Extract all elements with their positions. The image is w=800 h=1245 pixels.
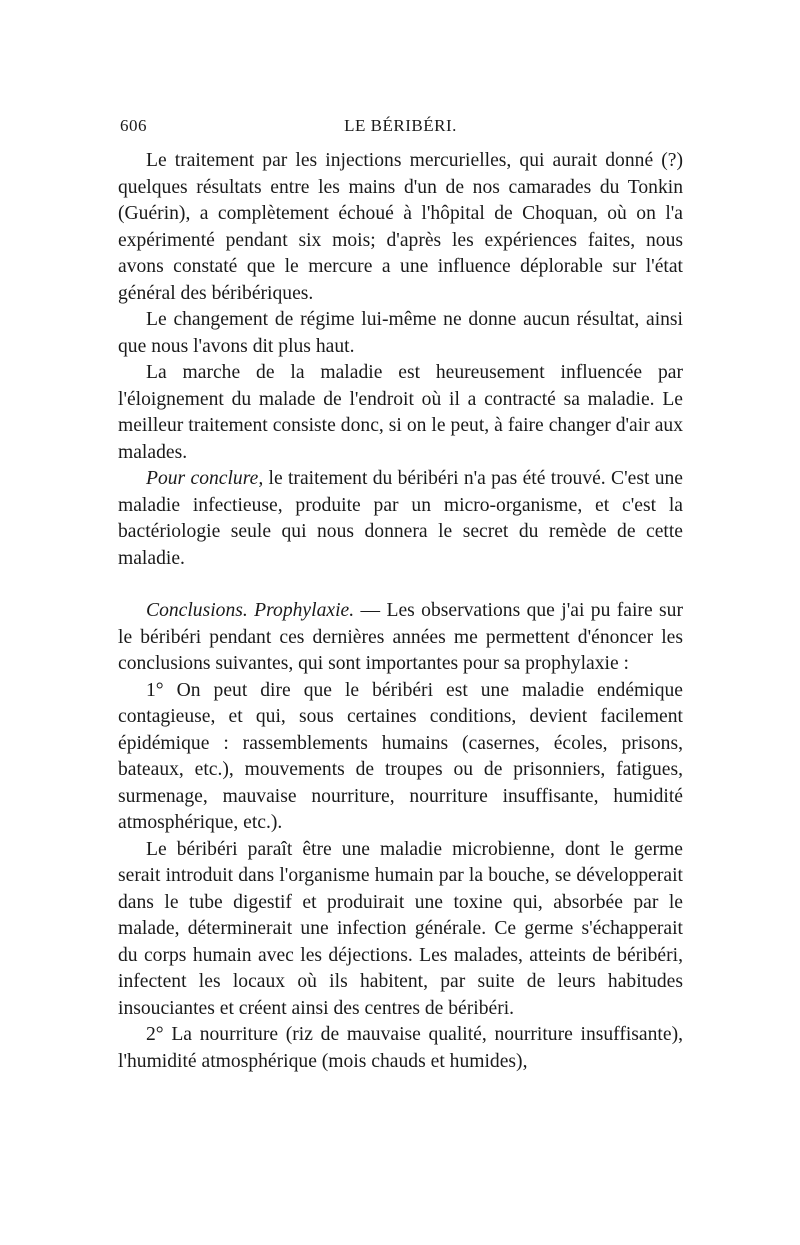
paragraph-microbial-origin: Le béribéri paraît être une maladie microbienne, dont le germe serait introduit dans l'organisme humain par la bouche, se développerait dans le tube digestif et produirait une toxine qui, absorbée par le malade, déterminerait une infection générale. Ce germe s'échapperait du corps humain avec les déjections. Les malades, atteints de béribéri, infectent les locaux où ils habitent, par suite de leurs habitudes insouciantes et créent ainsi des centres de béribéri. <box>118 838 683 1019</box>
paragraph-prophylaxis-intro <box>118 598 683 678</box>
paragraph-point-1: 1° On peut dire que le béribéri est une maladie endémique contagieuse, et qui, sous certaines conditions, devient facilement épidémique : rassemblements humains (casernes, écoles, prisons, bateaux, etc.), mouvements de troupes ou de prisonniers, fatigues, surmenage, mauvaise nourriture, nourriture insuffisante, humidité atmosphérique, etc.). <box>118 679 683 833</box>
paragraph-lead-italic: Pour conclure, <box>146 468 264 489</box>
paragraph-conclusion <box>118 466 683 572</box>
paragraph-body: — Les observations que j'ai pu faire sur le béribéri pendant ces dernières années me permettent d'énoncer les conclusions suivantes, qui sont importantes pour sa prophylaxie : <box>118 600 683 674</box>
section-heading-italic: Conclusions. Prophylaxie. <box>146 600 355 621</box>
body-text <box>118 148 683 1075</box>
paragraph-change-of-air: La marche de la maladie est heureusement influencée par l'éloignement du malade de l'endroit où il a contracté sa maladie. Le meilleur traitement consiste donc, si on le peut, à faire changer d'air aux malades. <box>118 362 683 463</box>
paragraph-body: le traitement du béribéri n'a pas été trouvé. C'est une maladie infectieuse, produite par un micro-organisme, et c'est la bactériologie seule qui nous donnera le secret du remède de cette maladie. <box>118 468 683 569</box>
paragraph-diet-change: Le changement de régime lui-même ne donne aucun résultat, ainsi que nous l'avons dit plus haut. <box>118 309 683 357</box>
document-page <box>118 112 683 1075</box>
paragraph-mercurial-treatment: Le traitement par les injections mercurielles, qui aurait donné (?) quelques résultats entre les mains d'un de nos camarades du Tonkin (Guérin), a complètement échoué à l'hôpital de Choquan, où on l'a expérimenté pendant six mois; d'après les expériences faites, nous avons constaté que le mercure a une influence déplorable sur l'état général des béribériques. <box>118 150 683 304</box>
page-header <box>118 112 683 148</box>
running-title: LE BÉRIBÉRI. <box>344 116 457 135</box>
paragraph-point-2: 2° La nourriture (riz de mauvaise qualité, nourriture insuffisante), l'humidité atmosphérique (mois chauds et humides), <box>118 1024 683 1072</box>
page-number: 606 <box>120 116 147 135</box>
